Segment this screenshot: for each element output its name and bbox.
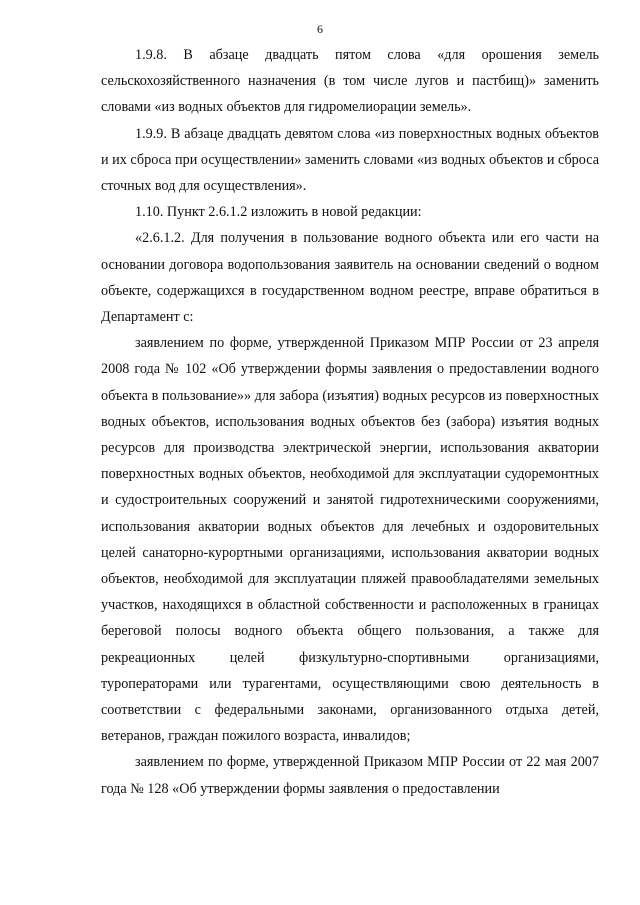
paragraph-application-order-102: заявлением по форме, утвержденной Приказом МПР России от 23 апреля 2008 года № 102 «Об утверждении формы заявления о предоставлении водного объекта в пользование»» для забора (изъятия) водных ресурсов из поверхностных водных объектов, использования водных объектов без (забора) изъятия водных ресурсов для производства электрической энергии, использования акватории поверхностных водных объектов, необходимой для эксплуатации судоремонтных и судостроительных сооружений и занятой гидротехническими сооружениями, использования акватории водных объектов для лечебных и оздоровительных целей санаторно-курортными организациями, использования акватории водных объектов, необходимой для эксплуатации пляжей правообладателями земельных участков, находящихся в областной собственности и расположенных в границах береговой полосы водного объекта общего пользования, а также для рекреационных целей физкультурно-спортивными организациями, туроператорами или турагентами, осуществляющими свою деятельность в соответствии с федеральными законами, организованного отдыха детей, ветеранов, граждан пожилого возраста, инвалидов;: [101, 335, 599, 745]
paragraph-2-6-1-2: «2.6.1.2. Для получения в пользование водного объекта или его части на основании договора водопользования заявитель на основании сведений о водном объекте, содержащихся в государственном водном реестре, вправе обратиться в Департамент с:: [101, 230, 599, 326]
page-number: 6: [317, 22, 323, 36]
paragraph-1-10: 1.10. Пункт 2.6.1.2 изложить в новой редакции:: [135, 204, 422, 221]
paragraph-application-order-128: заявлением по форме, утвержденной Приказом МПР России от 22 мая 2007 года № 128 «Об утверждении формы заявления о предоставлении: [101, 754, 599, 797]
paragraph-1-9-9: 1.9.9. В абзаце двадцать девятом слова «из поверхностных водных объектов и их сброса при осуществлении» заменить словами «из водных объектов и сброса сточных вод для осуществления».: [101, 125, 599, 195]
paragraph-1-9-8: 1.9.8. В абзаце двадцать пятом слова «для орошения земель сельскохозяйственного назначения (в том числе лугов и пастбищ)» заменить словами «из водных объектов для гидромелиорации земель».: [101, 47, 599, 116]
document-body: [101, 42, 599, 802]
